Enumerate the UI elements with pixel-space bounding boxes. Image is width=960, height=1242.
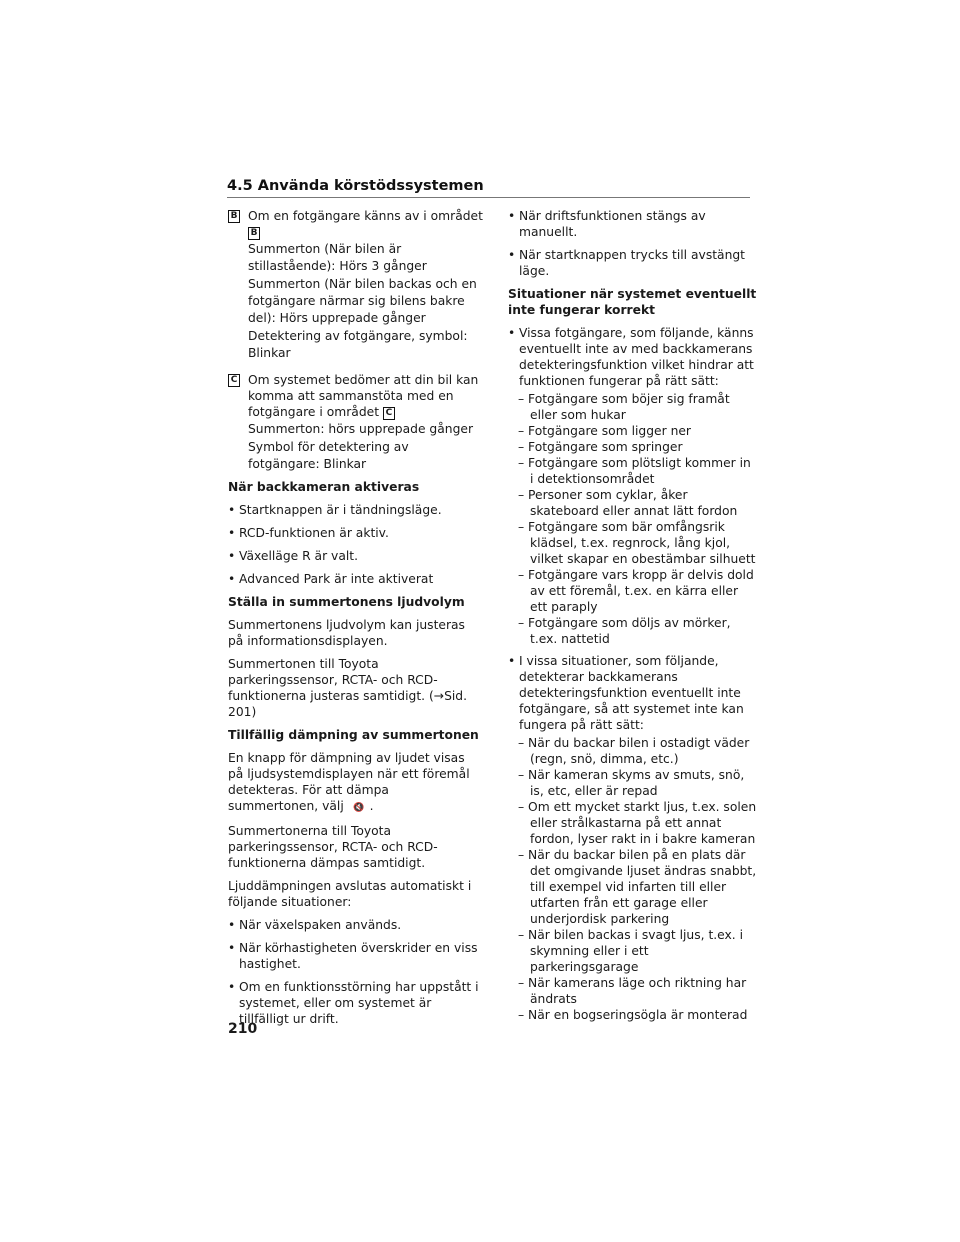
mute-bullet: • När växelspaken används. (228, 917, 483, 933)
list-item: – Fotgängare som bär omfångsrik klädsel, t.ex. regnrock, lång kjol, vilket skapar en obestämbar silhuett (518, 520, 756, 566)
list-item: – När bilen backas i svagt ljus, t.ex. i skymning eller i ett parkeringsgarage (518, 928, 744, 974)
activation-bullet: • Växelläge R är valt. (228, 548, 483, 564)
volume-heading: Ställa in summertonens ljudvolym (228, 595, 465, 609)
mute-heading: Tillfällig dämpning av summertonen (228, 728, 479, 742)
left-column (228, 208, 483, 1034)
page-number: 210 (228, 1021, 258, 1037)
deactivation-bullet: • När driftsfunktionen stängs av manuellt. (508, 208, 758, 240)
zone-b-line: Summerton (När bilen är stillastående): Hörs 3 gånger (248, 242, 427, 273)
list-item: – Fotgängare som döljs av mörker, t.ex. nattetid (518, 616, 731, 646)
mute-bullet: • När körhastigheten överskrider en viss hastighet. (228, 940, 483, 972)
list-item: – Fotgängare som plötsligt kommer in i detektionsområdet (518, 456, 751, 486)
limitations-bullet: • Vissa fotgängare, som följande, känns eventuellt inte av med backkamerans detekteringsfunktion vilket hindrar att funktionen fungerar på rätt sätt: (508, 325, 758, 389)
zone-b-inline-label: B (248, 227, 260, 240)
zone-b-line: Summerton (När bilen backas och en fotgängare närmar sig bilens bakre del): Hörs upprepade gånger (248, 277, 477, 325)
pedestrian-list (508, 391, 758, 647)
zone-c-line: Summerton: hörs upprepade gånger (248, 422, 473, 436)
mute-paragraph (228, 750, 483, 816)
zone-c-label: C (228, 374, 240, 387)
limitations-bullet: • I vissa situationer, som följande, detekterar backkamerans detekteringsfunktion eventuellt inte fotgängare, så att systemet inte kan fungera på rätt sätt: (508, 653, 758, 733)
mute-paragraph: Summertonerna till Toyota parkeringssensor, RCTA- och RCD-funktionerna dämpas samtidigt. (228, 824, 438, 870)
activation-bullet: • Advanced Park är inte aktiverat (228, 571, 483, 587)
deactivation-bullet: • När startknappen trycks till avstängt läge. (508, 247, 758, 279)
zone-b-intro (248, 208, 483, 240)
activation-bullet: • RCD-funktionen är aktiv. (228, 525, 483, 541)
activation-bullet: • Startknappen är i tändningsläge. (228, 502, 483, 518)
limitations-heading: Situationer när systemet eventuellt inte fungerar korrekt (508, 287, 757, 317)
zone-b-intro-text: Om en fotgängare känns av i området (248, 209, 483, 223)
zone-b-block (228, 208, 483, 362)
volume-paragraph: Summertonen till Toyota parkeringssensor, RCTA- och RCD-funktionerna justeras samtidigt. (→Sid. 201) (228, 657, 468, 719)
list-item: – Fotgängare vars kropp är delvis dold av ett föremål, t.ex. en kärra eller ett paraply (518, 568, 754, 614)
zone-c-inline-label: C (383, 407, 395, 420)
zone-b-label: B (228, 210, 240, 223)
list-item: – Om ett mycket starkt ljus, t.ex. solen eller strålkastarna på ett annat fordon, lyser rakt in i bakre kameran (518, 800, 757, 846)
list-item: – När du backar bilen på en plats där det omgivande ljuset ändras snabbt, till exempel vid infarten till eller utfarten från ett garage eller underjordisk parkering (518, 848, 757, 926)
list-item: – Fotgängare som böjer sig framåt eller som hukar (518, 392, 730, 422)
list-item: – När kamerans läge och riktning har ändrats (518, 976, 747, 1006)
zone-c-block (228, 372, 483, 473)
mute-paragraph: Ljuddämpningen avslutas automatiskt i följande situationer: (228, 879, 472, 909)
volume-paragraph: Summertonens ljudvolym kan justeras på informationsdisplayen. (228, 618, 465, 648)
list-item: – Fotgängare som ligger ner (518, 424, 691, 438)
zone-c-intro-text: Om systemet bedömer att din bil kan komma att sammanstöta med en fotgängare i området (248, 373, 479, 419)
section-header: 4.5 Använda körstödssystemen (227, 178, 750, 198)
list-item: – Personer som cyklar, åker skateboard eller annat lätt fordon (518, 488, 738, 518)
list-item: – När du backar bilen i ostadigt väder (regn, snö, dimma, etc.) (518, 736, 750, 766)
zone-c-line: Symbol för detektering av fotgängare: Blinkar (248, 440, 409, 471)
list-item: – När kameran skyms av smuts, snö, is, etc, eller är repad (518, 768, 745, 798)
list-item: – När en bogseringsögla är monterad (518, 1008, 748, 1022)
situation-list (508, 735, 758, 1023)
list-item: – Fotgängare som springer (518, 440, 683, 454)
mute-bullet: • Om en funktionsstörning har uppstått i systemet, eller om systemet är tillfälligt ur drift. (228, 979, 483, 1027)
activation-heading: När backkameran aktiveras (228, 480, 420, 494)
mute-paragraph-text: En knapp för dämpning av ljudet visas på ljudsystemdisplayen när ett föremål detekteras. För att dämpa summertonen, välj (228, 751, 470, 813)
mute-icon: 🔇 (353, 803, 365, 813)
zone-c-intro (248, 372, 483, 420)
right-column (508, 208, 758, 1023)
zone-b-line: Detektering av fotgängare, symbol: Blinkar (248, 329, 468, 360)
mute-paragraph-end: . (369, 799, 374, 813)
